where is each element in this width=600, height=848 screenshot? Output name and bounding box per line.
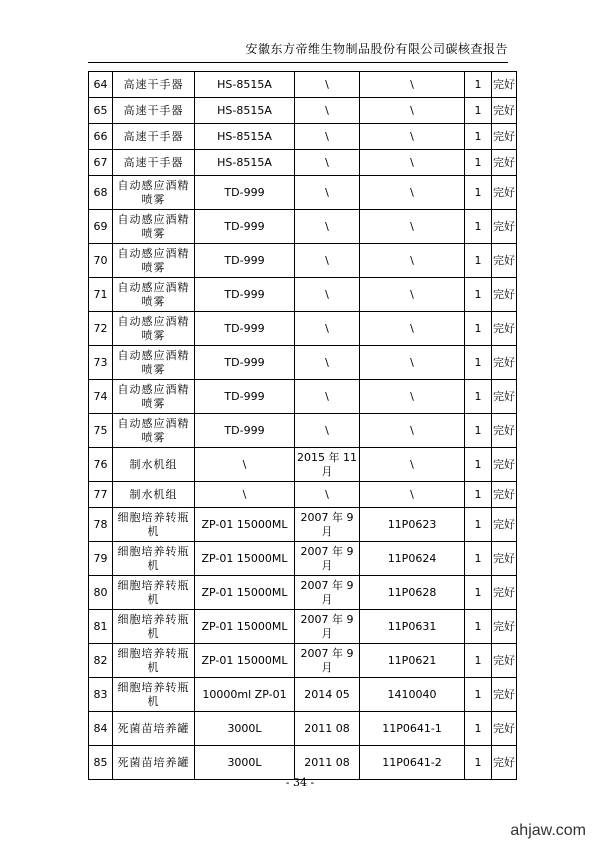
- quantity-cell: 1: [465, 508, 492, 542]
- serial-number-cell: 11P0624: [360, 542, 465, 576]
- serial-number-cell: \: [360, 210, 465, 244]
- row-number-cell: 67: [89, 150, 113, 176]
- serial-number-cell: \: [360, 244, 465, 278]
- table-row: [89, 346, 517, 380]
- equipment-model-cell: HS-8515A: [195, 150, 295, 176]
- table-row: [89, 244, 517, 278]
- condition-status-cell: 完好: [492, 678, 517, 712]
- serial-number-cell: 11P0641-1: [360, 712, 465, 746]
- quantity-cell: 1: [465, 746, 492, 780]
- equipment-name-cell: 高速干手器: [113, 98, 195, 124]
- quantity-cell: 1: [465, 576, 492, 610]
- row-number-cell: 73: [89, 346, 113, 380]
- equipment-name-cell: 自动感应酒精喷雾: [113, 380, 195, 414]
- serial-number-cell: \: [360, 124, 465, 150]
- equipment-model-cell: ZP-01 15000ML: [195, 644, 295, 678]
- purchase-date-cell: \: [295, 176, 360, 210]
- table-row: [89, 72, 517, 98]
- quantity-cell: 1: [465, 346, 492, 380]
- condition-status-cell: 完好: [492, 448, 517, 482]
- equipment-model-cell: TD-999: [195, 346, 295, 380]
- equipment-name-cell: 高速干手器: [113, 124, 195, 150]
- table-row: [89, 448, 517, 482]
- row-number-cell: 84: [89, 712, 113, 746]
- quantity-cell: 1: [465, 414, 492, 448]
- row-number-cell: 82: [89, 644, 113, 678]
- equipment-model-cell: ZP-01 15000ML: [195, 610, 295, 644]
- equipment-model-cell: TD-999: [195, 380, 295, 414]
- quantity-cell: 1: [465, 448, 492, 482]
- equipment-model-cell: ZP-01 15000ML: [195, 576, 295, 610]
- condition-status-cell: 完好: [492, 414, 517, 448]
- quantity-cell: 1: [465, 124, 492, 150]
- table-row: [89, 380, 517, 414]
- condition-status-cell: 完好: [492, 312, 517, 346]
- quantity-cell: 1: [465, 482, 492, 508]
- table-row: [89, 576, 517, 610]
- serial-number-cell: \: [360, 414, 465, 448]
- row-number-cell: 70: [89, 244, 113, 278]
- serial-number-cell: 11P0628: [360, 576, 465, 610]
- condition-status-cell: 完好: [492, 576, 517, 610]
- purchase-date-cell: 2007 年 9 月: [295, 508, 360, 542]
- quantity-cell: 1: [465, 542, 492, 576]
- condition-status-cell: 完好: [492, 482, 517, 508]
- condition-status-cell: 完好: [492, 508, 517, 542]
- quantity-cell: 1: [465, 644, 492, 678]
- condition-status-cell: 完好: [492, 542, 517, 576]
- equipment-name-cell: 自动感应酒精喷雾: [113, 244, 195, 278]
- equipment-model-cell: HS-8515A: [195, 124, 295, 150]
- table-row: [89, 312, 517, 346]
- site-watermark: ahjaw.com: [510, 822, 586, 839]
- row-number-cell: 64: [89, 72, 113, 98]
- equipment-model-cell: 3000L: [195, 712, 295, 746]
- serial-number-cell: \: [360, 72, 465, 98]
- equipment-model-cell: HS-8515A: [195, 72, 295, 98]
- equipment-model-cell: TD-999: [195, 210, 295, 244]
- equipment-name-cell: 制水机组: [113, 482, 195, 508]
- purchase-date-cell: 2007 年 9 月: [295, 576, 360, 610]
- report-header-title: 安徽东方帝维生物制品股份有限公司碳核查报告: [245, 42, 508, 56]
- table-row: [89, 610, 517, 644]
- condition-status-cell: 完好: [492, 176, 517, 210]
- row-number-cell: 72: [89, 312, 113, 346]
- equipment-name-cell: 自动感应酒精喷雾: [113, 278, 195, 312]
- purchase-date-cell: 2007 年 9 月: [295, 644, 360, 678]
- quantity-cell: 1: [465, 72, 492, 98]
- table-row: [89, 482, 517, 508]
- purchase-date-cell: 2014 05: [295, 678, 360, 712]
- condition-status-cell: 完好: [492, 644, 517, 678]
- quantity-cell: 1: [465, 210, 492, 244]
- equipment-model-cell: TD-999: [195, 414, 295, 448]
- equipment-name-cell: 自动感应酒精喷雾: [113, 346, 195, 380]
- equipment-table-body: [89, 72, 517, 780]
- condition-status-cell: 完好: [492, 346, 517, 380]
- equipment-name-cell: 死菌苗培养罐: [113, 746, 195, 780]
- equipment-model-cell: ZP-01 15000ML: [195, 542, 295, 576]
- condition-status-cell: 完好: [492, 610, 517, 644]
- serial-number-cell: \: [360, 482, 465, 508]
- quantity-cell: 1: [465, 244, 492, 278]
- equipment-model-cell: TD-999: [195, 312, 295, 346]
- quantity-cell: 1: [465, 150, 492, 176]
- equipment-name-cell: 细胞培养转瓶机: [113, 610, 195, 644]
- row-number-cell: 80: [89, 576, 113, 610]
- purchase-date-cell: 2011 08: [295, 712, 360, 746]
- quantity-cell: 1: [465, 610, 492, 644]
- serial-number-cell: 11P0631: [360, 610, 465, 644]
- purchase-date-cell: 2015 年 11 月: [295, 448, 360, 482]
- serial-number-cell: \: [360, 312, 465, 346]
- equipment-model-cell: TD-999: [195, 244, 295, 278]
- table-row: [89, 644, 517, 678]
- condition-status-cell: 完好: [492, 210, 517, 244]
- quantity-cell: 1: [465, 678, 492, 712]
- row-number-cell: 85: [89, 746, 113, 780]
- serial-number-cell: \: [360, 98, 465, 124]
- equipment-name-cell: 高速干手器: [113, 72, 195, 98]
- quantity-cell: 1: [465, 278, 492, 312]
- table-row: [89, 278, 517, 312]
- condition-status-cell: 完好: [492, 278, 517, 312]
- equipment-name-cell: 制水机组: [113, 448, 195, 482]
- purchase-date-cell: \: [295, 244, 360, 278]
- purchase-date-cell: \: [295, 72, 360, 98]
- equipment-model-cell: TD-999: [195, 176, 295, 210]
- header-divider: [88, 62, 508, 63]
- serial-number-cell: \: [360, 278, 465, 312]
- quantity-cell: 1: [465, 176, 492, 210]
- serial-number-cell: 11P0621: [360, 644, 465, 678]
- serial-number-cell: \: [360, 150, 465, 176]
- equipment-name-cell: 自动感应酒精喷雾: [113, 312, 195, 346]
- purchase-date-cell: \: [295, 278, 360, 312]
- row-number-cell: 68: [89, 176, 113, 210]
- table-row: [89, 98, 517, 124]
- purchase-date-cell: \: [295, 150, 360, 176]
- condition-status-cell: 完好: [492, 124, 517, 150]
- purchase-date-cell: \: [295, 414, 360, 448]
- condition-status-cell: 完好: [492, 712, 517, 746]
- condition-status-cell: 完好: [492, 150, 517, 176]
- equipment-name-cell: 细胞培养转瓶机: [113, 508, 195, 542]
- row-number-cell: 71: [89, 278, 113, 312]
- equipment-name-cell: 细胞培养转瓶机: [113, 644, 195, 678]
- purchase-date-cell: 2007 年 9 月: [295, 542, 360, 576]
- row-number-cell: 77: [89, 482, 113, 508]
- serial-number-cell: 1410040: [360, 678, 465, 712]
- table-row: [89, 124, 517, 150]
- table-row: [89, 150, 517, 176]
- table-row: [89, 678, 517, 712]
- row-number-cell: 76: [89, 448, 113, 482]
- condition-status-cell: 完好: [492, 380, 517, 414]
- serial-number-cell: 11P0641-2: [360, 746, 465, 780]
- purchase-date-cell: \: [295, 124, 360, 150]
- serial-number-cell: \: [360, 176, 465, 210]
- equipment-model-cell: 10000ml ZP-01: [195, 678, 295, 712]
- quantity-cell: 1: [465, 312, 492, 346]
- row-number-cell: 75: [89, 414, 113, 448]
- equipment-name-cell: 高速干手器: [113, 150, 195, 176]
- table-row: [89, 414, 517, 448]
- equipment-name-cell: 细胞培养转瓶机: [113, 542, 195, 576]
- equipment-name-cell: 细胞培养转瓶机: [113, 576, 195, 610]
- table-row: [89, 542, 517, 576]
- row-number-cell: 83: [89, 678, 113, 712]
- table-row: [89, 746, 517, 780]
- quantity-cell: 1: [465, 712, 492, 746]
- row-number-cell: 78: [89, 508, 113, 542]
- serial-number-cell: 11P0623: [360, 508, 465, 542]
- row-number-cell: 81: [89, 610, 113, 644]
- equipment-model-cell: \: [195, 482, 295, 508]
- purchase-date-cell: \: [295, 380, 360, 414]
- row-number-cell: 74: [89, 380, 113, 414]
- quantity-cell: 1: [465, 380, 492, 414]
- purchase-date-cell: 2011 08: [295, 746, 360, 780]
- purchase-date-cell: \: [295, 210, 360, 244]
- equipment-model-cell: \: [195, 448, 295, 482]
- serial-number-cell: \: [360, 448, 465, 482]
- purchase-date-cell: \: [295, 98, 360, 124]
- serial-number-cell: \: [360, 346, 465, 380]
- condition-status-cell: 完好: [492, 746, 517, 780]
- condition-status-cell: 完好: [492, 244, 517, 278]
- condition-status-cell: 完好: [492, 72, 517, 98]
- table-row: [89, 210, 517, 244]
- table-row: [89, 508, 517, 542]
- purchase-date-cell: \: [295, 482, 360, 508]
- row-number-cell: 69: [89, 210, 113, 244]
- purchase-date-cell: \: [295, 312, 360, 346]
- condition-status-cell: 完好: [492, 98, 517, 124]
- table-row: [89, 712, 517, 746]
- equipment-model-cell: 3000L: [195, 746, 295, 780]
- serial-number-cell: \: [360, 380, 465, 414]
- equipment-table: [88, 71, 517, 780]
- row-number-cell: 79: [89, 542, 113, 576]
- purchase-date-cell: \: [295, 346, 360, 380]
- equipment-name-cell: 自动感应酒精喷雾: [113, 414, 195, 448]
- equipment-name-cell: 死菌苗培养罐: [113, 712, 195, 746]
- equipment-name-cell: 自动感应酒精喷雾: [113, 210, 195, 244]
- page-number: - 34 -: [285, 776, 315, 789]
- row-number-cell: 66: [89, 124, 113, 150]
- equipment-name-cell: 细胞培养转瓶机: [113, 678, 195, 712]
- table-row: [89, 176, 517, 210]
- equipment-model-cell: ZP-01 15000ML: [195, 508, 295, 542]
- equipment-model-cell: HS-8515A: [195, 98, 295, 124]
- quantity-cell: 1: [465, 98, 492, 124]
- equipment-name-cell: 自动感应酒精喷雾: [113, 176, 195, 210]
- purchase-date-cell: 2007 年 9 月: [295, 610, 360, 644]
- row-number-cell: 65: [89, 98, 113, 124]
- equipment-model-cell: TD-999: [195, 278, 295, 312]
